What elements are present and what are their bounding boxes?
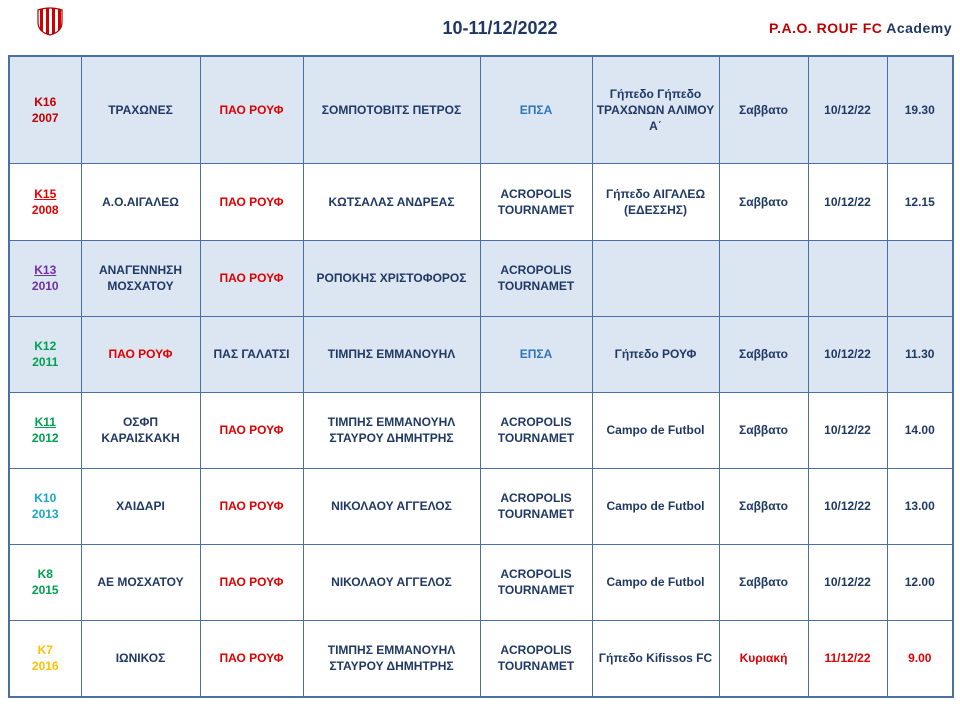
- birth-year: 2013: [31, 507, 59, 521]
- date-cell: 10/12/22: [808, 163, 887, 240]
- time-cell: 13.00: [887, 468, 953, 544]
- coach-cell: ΝΙΚΟΛΑΟΥ ΑΓΓΕΛΟΣ: [303, 544, 480, 620]
- club-brand: [769, 20, 952, 36]
- birth-year: 2011: [32, 355, 59, 369]
- day-cell: Σαββατο: [719, 392, 808, 468]
- home-team-cell: ΟΣΦΠ ΚΑΡΑΙΣΚΑΚΗ: [81, 392, 200, 468]
- category-label: K13: [34, 263, 57, 277]
- time-cell: 12.15: [887, 163, 953, 240]
- category-label: K15: [34, 186, 57, 201]
- time-cell: [887, 240, 953, 316]
- table-row: [9, 620, 953, 697]
- category-label: K7: [37, 643, 53, 658]
- away-team-cell: ΠΑΟ ΡΟΥΦ: [200, 468, 303, 544]
- away-team-cell: ΠΑΟ ΡΟΥΦ: [200, 544, 303, 620]
- page-title: 10-11/12/2022: [442, 18, 558, 38]
- time-cell: 9.00: [887, 620, 953, 697]
- birth-year: 2015: [31, 583, 59, 597]
- date-cell: 11/12/22: [808, 620, 887, 697]
- league-cell: ACROPOLIS TOURNAMET: [480, 468, 592, 544]
- coach-cell: ΤΙΜΠΗΣ ΕΜΜΑΝΟΥΗΛ ΣΤΑΥΡΟΥ ΔΗΜΗΤΡΗΣ: [303, 620, 480, 697]
- birth-year: 2016: [31, 659, 59, 674]
- venue-cell: Campo de Futbol: [592, 468, 719, 544]
- category-label: K10: [34, 491, 57, 505]
- venue-cell: Γήπεδο Γήπεδο ΤΡΑΧΩΝΩΝ ΑΛΙΜΟΥ Α΄: [592, 56, 719, 163]
- category-label: K11: [34, 415, 56, 429]
- category-cell: [9, 163, 81, 240]
- date-cell: 10/12/22: [808, 56, 887, 163]
- brand-suffix: Academy: [886, 20, 952, 36]
- birth-year: 2012: [31, 431, 59, 445]
- category-label: K16: [34, 94, 57, 109]
- day-cell: Σαββατο: [719, 56, 808, 163]
- coach-cell: ΡΟΠΟΚΗΣ ΧΡΙΣΤΟΦΟΡΟΣ: [303, 240, 480, 316]
- away-team-cell: ΠΑΟ ΡΟΥΦ: [200, 163, 303, 240]
- table-row: [9, 163, 953, 240]
- date-cell: 10/12/22: [808, 392, 887, 468]
- day-cell: Κυριακή: [719, 620, 808, 697]
- venue-cell: Campo de Futbol: [592, 544, 719, 620]
- category-cell: [9, 56, 81, 163]
- coach-cell: ΤΙΜΠΗΣ ΕΜΜΑΝΟΥΗΛ: [303, 316, 480, 392]
- home-team-cell: Α.Ο.ΑΙΓΑΛΕΩ: [81, 163, 200, 240]
- category-cell: [9, 468, 81, 544]
- table-row: [9, 240, 953, 316]
- date-cell: [808, 240, 887, 316]
- venue-cell: Campo de Futbol: [592, 392, 719, 468]
- day-cell: Σαββατο: [719, 316, 808, 392]
- league-cell: ΕΠΣΑ: [480, 56, 592, 163]
- league-cell: ACROPOLIS TOURNAMET: [480, 392, 592, 468]
- venue-cell: Γήπεδο ΡΟΥΦ: [592, 316, 719, 392]
- date-cell: 10/12/22: [808, 468, 887, 544]
- league-cell: ACROPOLIS TOURNAMET: [480, 163, 592, 240]
- table-row: [9, 316, 953, 392]
- home-team-cell: ΑΕ ΜΟΣΧΑΤΟΥ: [81, 544, 200, 620]
- table-row: [9, 468, 953, 544]
- category-cell: [9, 620, 81, 697]
- away-team-cell: ΠΑΟ ΡΟΥΦ: [200, 620, 303, 697]
- brand-name: P.A.O. ROUF FC: [769, 20, 883, 36]
- home-team-cell: ΑΝΑΓΕΝΝΗΣΗ ΜΟΣΧΑΤΟΥ: [81, 240, 200, 316]
- coach-cell: ΚΩΤΣΑΛΑΣ ΑΝΔΡΕΑΣ: [303, 163, 480, 240]
- venue-cell: Γήπεδο ΑΙΓΑΛΕΩ (ΕΔΕΣΣΗΣ): [592, 163, 719, 240]
- league-cell: ACROPOLIS TOURNAMET: [480, 544, 592, 620]
- category-cell: [9, 392, 81, 468]
- day-cell: Σαββατο: [719, 163, 808, 240]
- home-team-cell: ΧΑΙΔΑΡΙ: [81, 468, 200, 544]
- date-cell: 10/12/22: [808, 544, 887, 620]
- time-cell: 12.00: [887, 544, 953, 620]
- date-cell: 10/12/22: [808, 316, 887, 392]
- home-team-cell: ΙΩΝΙΚΟΣ: [81, 620, 200, 697]
- birth-year: 2007: [31, 110, 59, 125]
- day-cell: Σαββατο: [719, 544, 808, 620]
- home-team-cell: ΤΡΑΧΩΝΕΣ: [81, 56, 200, 163]
- category-cell: [9, 316, 81, 392]
- league-cell: ΕΠΣΑ: [480, 316, 592, 392]
- birth-year: 2008: [31, 202, 59, 217]
- category-cell: [9, 240, 81, 316]
- home-team-cell: ΠΑΟ ΡΟΥΦ: [81, 316, 200, 392]
- table-row: [9, 56, 953, 163]
- time-cell: 14.00: [887, 392, 953, 468]
- day-cell: Σαββατο: [719, 468, 808, 544]
- venue-cell: [592, 240, 719, 316]
- time-cell: 11.30: [887, 316, 953, 392]
- category-label: K12: [34, 339, 57, 353]
- table-row: [9, 392, 953, 468]
- away-team-cell: ΠΑΟ ΡΟΥΦ: [200, 392, 303, 468]
- venue-cell: Γήπεδο Kifissos FC: [592, 620, 719, 697]
- away-team-cell: ΠΑΟ ΡΟΥΦ: [200, 56, 303, 163]
- away-team-cell: ΠΑΣ ΓΑΛΑΤΣΙ: [200, 316, 303, 392]
- coach-cell: ΣΟΜΠΟΤΟΒΙΤΣ ΠΕΤΡΟΣ: [303, 56, 480, 163]
- time-cell: 19.30: [887, 56, 953, 163]
- away-team-cell: ΠΑΟ ΡΟΥΦ: [200, 240, 303, 316]
- coach-cell: ΤΙΜΠΗΣ ΕΜΜΑΝΟΥΗΛ ΣΤΑΥΡΟΥ ΔΗΜΗΤΡΗΣ: [303, 392, 480, 468]
- birth-year: 2010: [31, 279, 59, 293]
- table-row: [9, 544, 953, 620]
- schedule-table: [8, 55, 954, 698]
- category-label: K8: [37, 567, 53, 581]
- league-cell: ACROPOLIS TOURNAMET: [480, 620, 592, 697]
- coach-cell: ΝΙΚΟΛΑΟΥ ΑΓΓΕΛΟΣ: [303, 468, 480, 544]
- day-cell: [719, 240, 808, 316]
- category-cell: [9, 544, 81, 620]
- league-cell: ACROPOLIS TOURNAMET: [480, 240, 592, 316]
